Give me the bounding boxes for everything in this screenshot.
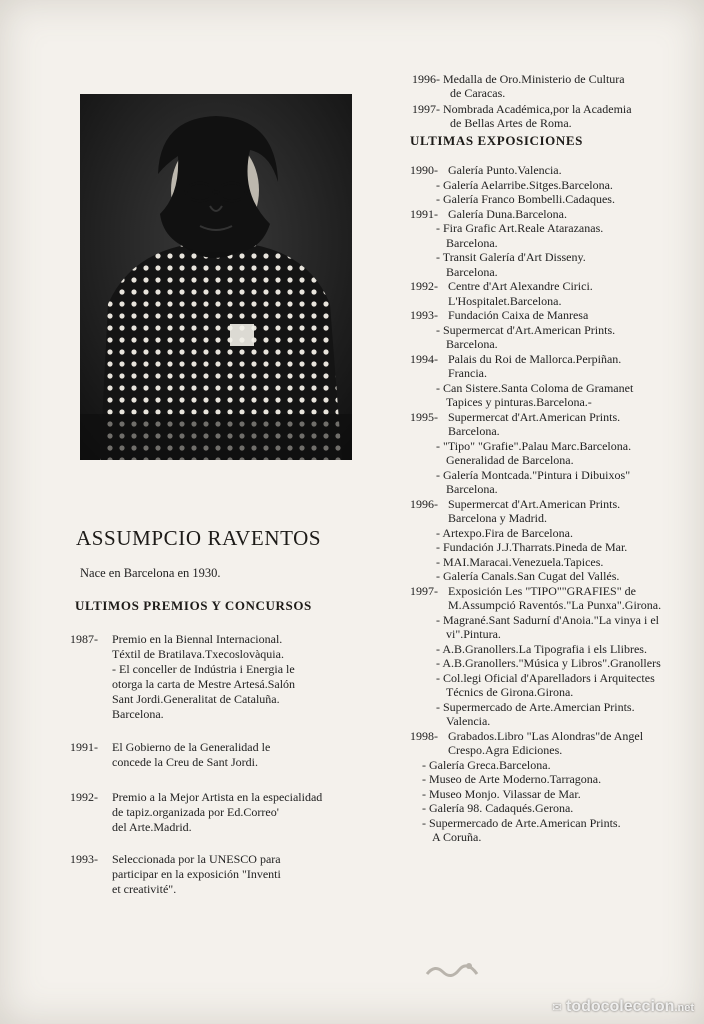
exhibition-row: [410, 308, 695, 323]
exhibition-text: - Magrané.Sant Sadurní d'Anoia."La vinya i el: [436, 612, 660, 627]
exhibition-row: [410, 163, 695, 178]
exhibition-row: [410, 758, 695, 773]
exhibition-row: [410, 656, 695, 671]
exhibition-row: [410, 685, 695, 700]
birth-info: Nace en Barcelona en 1930.: [80, 566, 221, 580]
exhibition-row: [410, 584, 695, 599]
exhibition-text: - Col.legi Oficial d'Aparelladors i Arquitectes: [436, 670, 655, 685]
top-award-entry: [412, 72, 682, 100]
exhibition-text: Palais du Roi de Mallorca.Perpiñan.: [448, 351, 622, 366]
exhibition-text: - Galería 98. Cadaqués.Gerona.: [422, 801, 574, 815]
exhibition-text: M.Assumpció Raventós."La Punxa".Girona.: [448, 598, 662, 612]
award-line: Premio a la Mejor Artista en la especialidad: [112, 790, 323, 804]
exhibition-row: [410, 801, 695, 816]
exhibition-year: 1991-: [410, 206, 438, 221]
exhibition-text: - Museo Monjo. Vilassar de Mar.: [422, 786, 581, 801]
exhibition-row: [410, 743, 695, 758]
exhibition-year: 1992-: [410, 279, 438, 293]
exhibition-row: [410, 207, 695, 222]
exhibition-row: [410, 526, 695, 541]
exhibition-row: [410, 700, 695, 715]
exhibition-row: [410, 221, 695, 236]
paper-scuff-mark: [425, 960, 485, 982]
exhibition-row: [410, 323, 695, 338]
exhibition-row: [410, 279, 695, 294]
exhibition-row: [410, 729, 695, 744]
exhibition-row: [410, 816, 695, 831]
exhibition-row: [410, 642, 695, 657]
top-award-entry: [412, 102, 682, 130]
exhibition-year: 1995-: [410, 409, 438, 424]
exhibition-text: Fundación Caixa de Manresa: [448, 308, 589, 322]
awards-heading: ULTIMOS PREMIOS Y CONCURSOS: [75, 598, 312, 613]
exhibition-row: [410, 569, 695, 584]
exhibition-row: [410, 250, 695, 265]
artist-name: ASSUMPCIO RAVENTOS: [76, 526, 322, 550]
exhibition-row: [410, 352, 695, 367]
exhibition-row: [410, 555, 695, 570]
top-award-line: 1996- Medalla de Oro.Ministerio de Cultura: [412, 72, 625, 86]
top-award-line: de Caracas.: [450, 86, 506, 100]
award-line: Seleccionada por la UNESCO para: [112, 852, 281, 866]
exhibition-text: Tapices y pinturas.Barcelona.-: [446, 395, 592, 409]
exhibition-row: [410, 497, 695, 512]
exhibition-row: [410, 294, 695, 309]
award-year: 1992-: [70, 790, 98, 804]
exhibition-year: 1993-: [410, 308, 438, 322]
exhibition-text: Galería Duna.Barcelona.: [448, 206, 567, 221]
exhibition-text: Barcelona y Madrid.: [448, 511, 547, 525]
exhibition-row: [410, 787, 695, 802]
watermark-suffix: .net: [674, 1002, 694, 1014]
exhibition-text: - Can Sistere.Santa Coloma de Gramanet: [436, 380, 634, 395]
award-text: [112, 852, 360, 897]
award-line: Barcelona.: [112, 707, 164, 721]
exhibition-text: Exposición Les "TIPO""GRAFIES" de: [448, 583, 636, 598]
exhibitions-heading: ULTIMAS EXPOSICIONES: [410, 133, 583, 148]
exhibition-text: - Supermercado de Arte.American Prints.: [422, 815, 621, 830]
exhibition-row: [410, 424, 695, 439]
exhibition-text: - Supermercado de Arte.Amercian Prints.: [436, 699, 635, 714]
portrait-photo: [80, 94, 352, 460]
award-line: otorga la carta de Mestre Artesá.Salón: [112, 677, 296, 691]
exhibition-text: Supermercat d'Art.American Prints.: [448, 409, 621, 424]
award-line: - El conceller de Indústria i Energia le: [112, 662, 295, 676]
award-year: 1991-: [70, 740, 98, 754]
award-line: Premio en la Biennal Internacional.: [112, 632, 283, 646]
exhibition-row: [410, 540, 695, 555]
award-text: [112, 632, 360, 722]
exhibition-row: [410, 671, 695, 686]
exhibition-text: Técnics de Girona.Girona.: [446, 685, 574, 699]
top-award-line: de Bellas Artes de Roma.: [450, 116, 572, 130]
award-line: concede la Creu de Sant Jordi.: [112, 755, 258, 769]
exhibition-row: [410, 830, 695, 845]
exhibition-row: [410, 337, 695, 352]
exhibition-text: - A.B.Granollers."Música y Libros".Granollers: [436, 656, 661, 670]
exhibition-text: - Museo de Arte Moderno.Tarragona.: [422, 772, 602, 786]
exhibition-text: Barcelona.: [448, 424, 500, 438]
exhibition-text: - Artexpo.Fira de Barcelona.: [436, 525, 573, 540]
watermark-icon: ✉: [552, 1002, 562, 1014]
exhibition-text: Supermercat d'Art.American Prints.: [448, 496, 621, 511]
exhibition-row: [410, 511, 695, 526]
exhibition-text: vi".Pintura.: [446, 627, 501, 641]
exhibition-text: - Transit Galería d'Art Disseny.: [436, 250, 586, 264]
award-line: de tapiz.organizada por Ed.Correo': [112, 805, 279, 819]
exhibition-text: Francia.: [448, 366, 487, 380]
award-line: participar en la exposición "Inventi: [112, 867, 281, 881]
exhibition-text: - "Tipo" "Grafie".Palau Marc.Barcelona.: [436, 438, 632, 453]
exhibition-text: - Galería Franco Bombelli.Cadaques.: [436, 192, 615, 206]
exhibition-text: Valencia.: [446, 714, 491, 728]
exhibition-row: [410, 627, 695, 642]
exhibition-text: Barcelona.: [446, 337, 498, 351]
exhibition-text: - Galería Aelarribe.Sitges.Barcelona.: [436, 177, 613, 192]
exhibition-text: - Galería Montcada."Pintura i Dibuixos": [436, 467, 631, 482]
exhibition-text: - Fira Grafic Art.Reale Atarazanas.: [436, 221, 604, 235]
watermark: [552, 998, 694, 1016]
exhibition-text: - Galería Greca.Barcelona.: [422, 757, 551, 772]
exhibition-text: Barcelona.: [446, 235, 498, 250]
exhibition-row: [410, 410, 695, 425]
award-line: Sant Jordi.Generalitat de Cataluña.: [112, 692, 280, 706]
exhibition-text: - Galería Canals.San Cugat del Vallés.: [436, 569, 620, 583]
exhibition-row: [410, 381, 695, 396]
watermark-main: todocoleccion: [565, 998, 675, 1015]
exhibition-text: L'Hospitalet.Barcelona.: [448, 293, 562, 308]
exhibition-text: Galería Punto.Valencia.: [448, 163, 562, 177]
top-award-line: 1997- Nombrada Académica,por la Academia: [412, 102, 632, 116]
exhibition-row: [410, 714, 695, 729]
award-line: Téxtil de Bratilava.Txecoslovàquia.: [112, 647, 284, 661]
exhibitions-list: [410, 163, 695, 845]
exhibition-row: [410, 482, 695, 497]
award-text: [112, 790, 360, 835]
award-year: 1993-: [70, 852, 98, 866]
exhibition-text: - Supermercat d'Art.American Prints.: [436, 322, 616, 337]
award-line: et creativité".: [112, 882, 177, 896]
award-text: [112, 740, 360, 770]
exhibition-text: Barcelona.: [446, 482, 498, 496]
exhibition-text: Crespo.Agra Ediciones.: [448, 743, 563, 757]
exhibition-text: - A.B.Granollers.La Tipografia i els Llibres.: [436, 641, 647, 656]
exhibition-text: - Fundación J.J.Tharrats.Pineda de Mar.: [436, 540, 628, 554]
exhibition-year: 1997-: [410, 583, 438, 598]
exhibition-text: Barcelona.: [446, 264, 498, 279]
exhibition-row: [410, 395, 695, 410]
exhibition-row: [410, 439, 695, 454]
award-year: 1987-: [70, 632, 98, 646]
award-line: El Gobierno de la Generalidad le: [112, 740, 271, 754]
exhibition-year: 1994-: [410, 351, 438, 366]
exhibition-row: [410, 453, 695, 468]
exhibition-text: Grabados.Libro "Las Alondras"de Angel: [448, 728, 644, 743]
exhibition-row: [410, 265, 695, 280]
portrait-icon: [80, 94, 352, 460]
exhibition-row: [410, 178, 695, 193]
exhibition-text: Generalidad de Barcelona.: [446, 453, 574, 467]
award-line: del Arte.Madrid.: [112, 820, 192, 834]
exhibition-year: 1998-: [410, 728, 438, 743]
exhibition-text: A Coruña.: [432, 830, 482, 844]
exhibition-year: 1990-: [410, 163, 438, 177]
exhibition-row: [410, 613, 695, 628]
exhibition-row: [410, 236, 695, 251]
exhibition-row: [410, 772, 695, 787]
exhibition-row: [410, 192, 695, 207]
exhibition-year: 1996-: [410, 496, 438, 511]
exhibition-text: - MAI.Maracai.Venezuela.Tapices.: [436, 554, 604, 569]
exhibition-row: [410, 598, 695, 613]
exhibition-row: [410, 468, 695, 483]
exhibition-row: [410, 366, 695, 381]
exhibition-text: Centre d'Art Alexandre Cirici.: [448, 279, 593, 293]
